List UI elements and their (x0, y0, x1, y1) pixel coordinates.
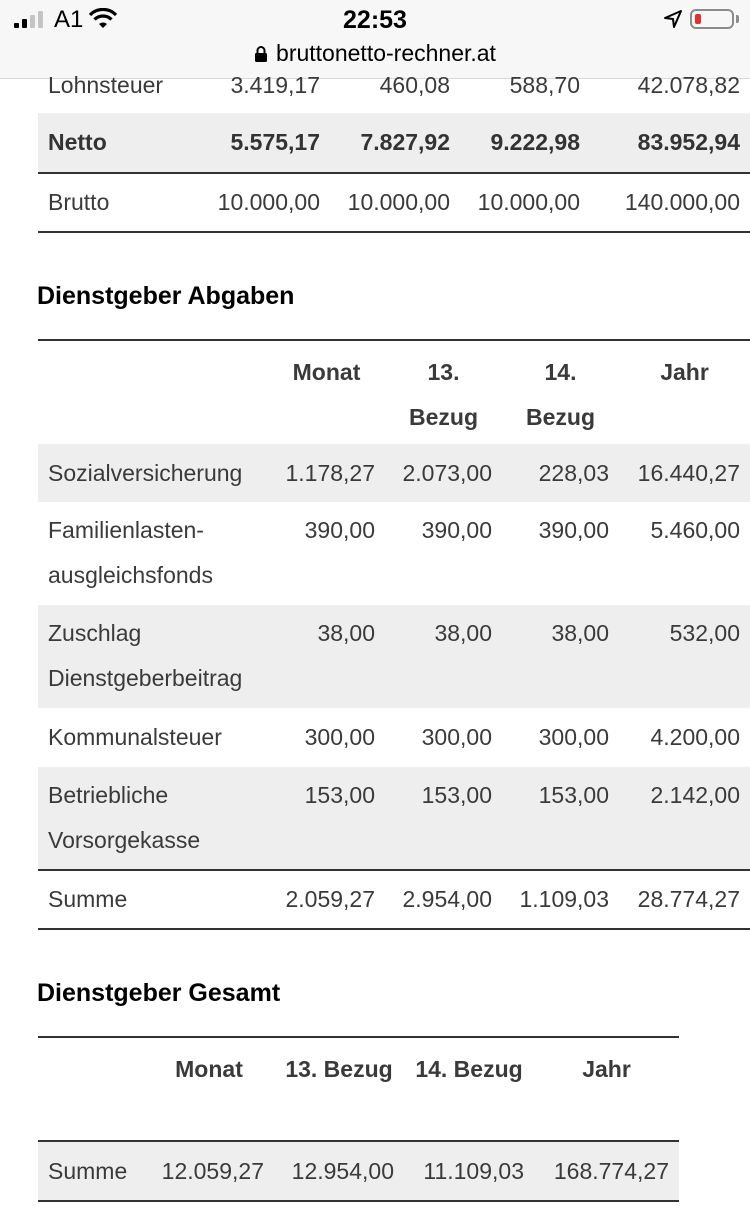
table-header-row (38, 340, 750, 444)
table-cell: 168.774,27 (534, 1141, 679, 1201)
table-cell: 2.073,00 (385, 444, 502, 502)
clock: 22:53 (343, 6, 407, 34)
table-row (38, 502, 750, 605)
table-cell: 10.000,00 (477, 189, 580, 215)
table-cell: 532,00 (619, 605, 750, 708)
section-title-gesamt: Dienstgeber Gesamt (37, 979, 281, 1007)
row-label: Zuschlag Dienstgeberbeitrag (38, 605, 268, 708)
row-label: Sozialversicherung (38, 444, 268, 502)
table-cell: 42.078,82 (637, 72, 740, 98)
table-cell: 28.774,27 (637, 886, 740, 912)
row-label: Netto (38, 113, 200, 173)
table-cell: 38,00 (268, 605, 385, 708)
table-cell: 38,00 (385, 605, 502, 708)
row-label: Summe (38, 1141, 144, 1201)
section-title-abgaben: Dienstgeber Abgaben (37, 282, 295, 310)
table-cell: 38,00 (502, 605, 619, 708)
table-cell: 390,00 (538, 517, 609, 543)
row-label: Kommunalsteuer (48, 724, 222, 750)
abgaben-table (38, 339, 750, 930)
table-row (38, 767, 750, 870)
table-cell: 9.222,98 (460, 113, 590, 173)
battery-tip (736, 15, 739, 23)
table-cell: 2.142,00 (619, 767, 750, 870)
column-header: 13. Bezug (285, 1056, 393, 1082)
table-header-row (38, 1037, 679, 1141)
column-header: Jahr (660, 359, 709, 385)
row-label: Summe (48, 886, 128, 912)
battery-icon (690, 9, 734, 29)
table-cell: 228,03 (502, 444, 619, 502)
table-cell: 3.419,17 (230, 72, 320, 98)
table-cell: 460,08 (379, 72, 450, 98)
carrier-label: A1 (54, 6, 84, 33)
table-cell: 83.952,94 (590, 113, 750, 173)
table-cell: 12.954,00 (274, 1141, 404, 1201)
table-cell: 300,00 (304, 724, 375, 750)
table-cell: 11.109,03 (404, 1141, 534, 1201)
column-header: 14. Bezug (415, 1056, 523, 1082)
table-row-summe (38, 1141, 679, 1201)
table-cell: 1.109,03 (519, 886, 609, 912)
table-row (38, 58, 750, 113)
table-cell: 10.000,00 (217, 189, 320, 215)
column-header: Monat (175, 1056, 243, 1082)
header-empty (38, 340, 268, 444)
table-row-netto (38, 113, 750, 173)
header-empty (38, 1037, 144, 1141)
table-cell: 1.178,27 (268, 444, 385, 502)
table-cell: 7.827,92 (330, 113, 460, 173)
table-row-brutto (38, 173, 750, 232)
table-row (38, 605, 750, 708)
table-cell: 390,00 (304, 517, 375, 543)
gesamt-table (38, 1036, 679, 1202)
table-cell: 16.440,27 (619, 444, 750, 502)
table-cell: 5.460,00 (650, 517, 740, 543)
table-row-summe (38, 870, 750, 929)
table-cell: 300,00 (538, 724, 609, 750)
table-row (38, 708, 750, 767)
table-cell: 12.059,27 (144, 1141, 274, 1201)
row-label: Betriebliche Vorsorgekasse (38, 767, 268, 870)
url-text: bruttonetto-rechner.at (276, 40, 496, 66)
column-header: Monat (292, 359, 361, 385)
row-label: Brutto (48, 189, 110, 215)
table-cell: 140.000,00 (624, 189, 740, 215)
column-header: Jahr (582, 1056, 631, 1082)
row-label: Familienlasten-ausgleichsfonds (48, 517, 213, 588)
table-cell: 5.575,17 (200, 113, 330, 173)
table-cell: 153,00 (385, 767, 502, 870)
row-label: Lohnsteuer (48, 72, 164, 98)
table-cell: 588,70 (509, 72, 580, 98)
column-header: 14. Bezug (526, 359, 595, 430)
table-cell: 153,00 (268, 767, 385, 870)
table-cell: 390,00 (421, 517, 492, 543)
netto-brutto-table (38, 58, 750, 233)
location-arrow-icon (663, 9, 683, 29)
table-cell: 2.059,27 (285, 886, 375, 912)
table-cell: 10.000,00 (347, 189, 450, 215)
column-header: 13. Bezug (409, 359, 478, 430)
table-cell: 153,00 (502, 767, 619, 870)
table-cell: 300,00 (421, 724, 492, 750)
table-cell: 2.954,00 (402, 886, 492, 912)
table-cell: 4.200,00 (650, 724, 740, 750)
table-row (38, 444, 750, 502)
